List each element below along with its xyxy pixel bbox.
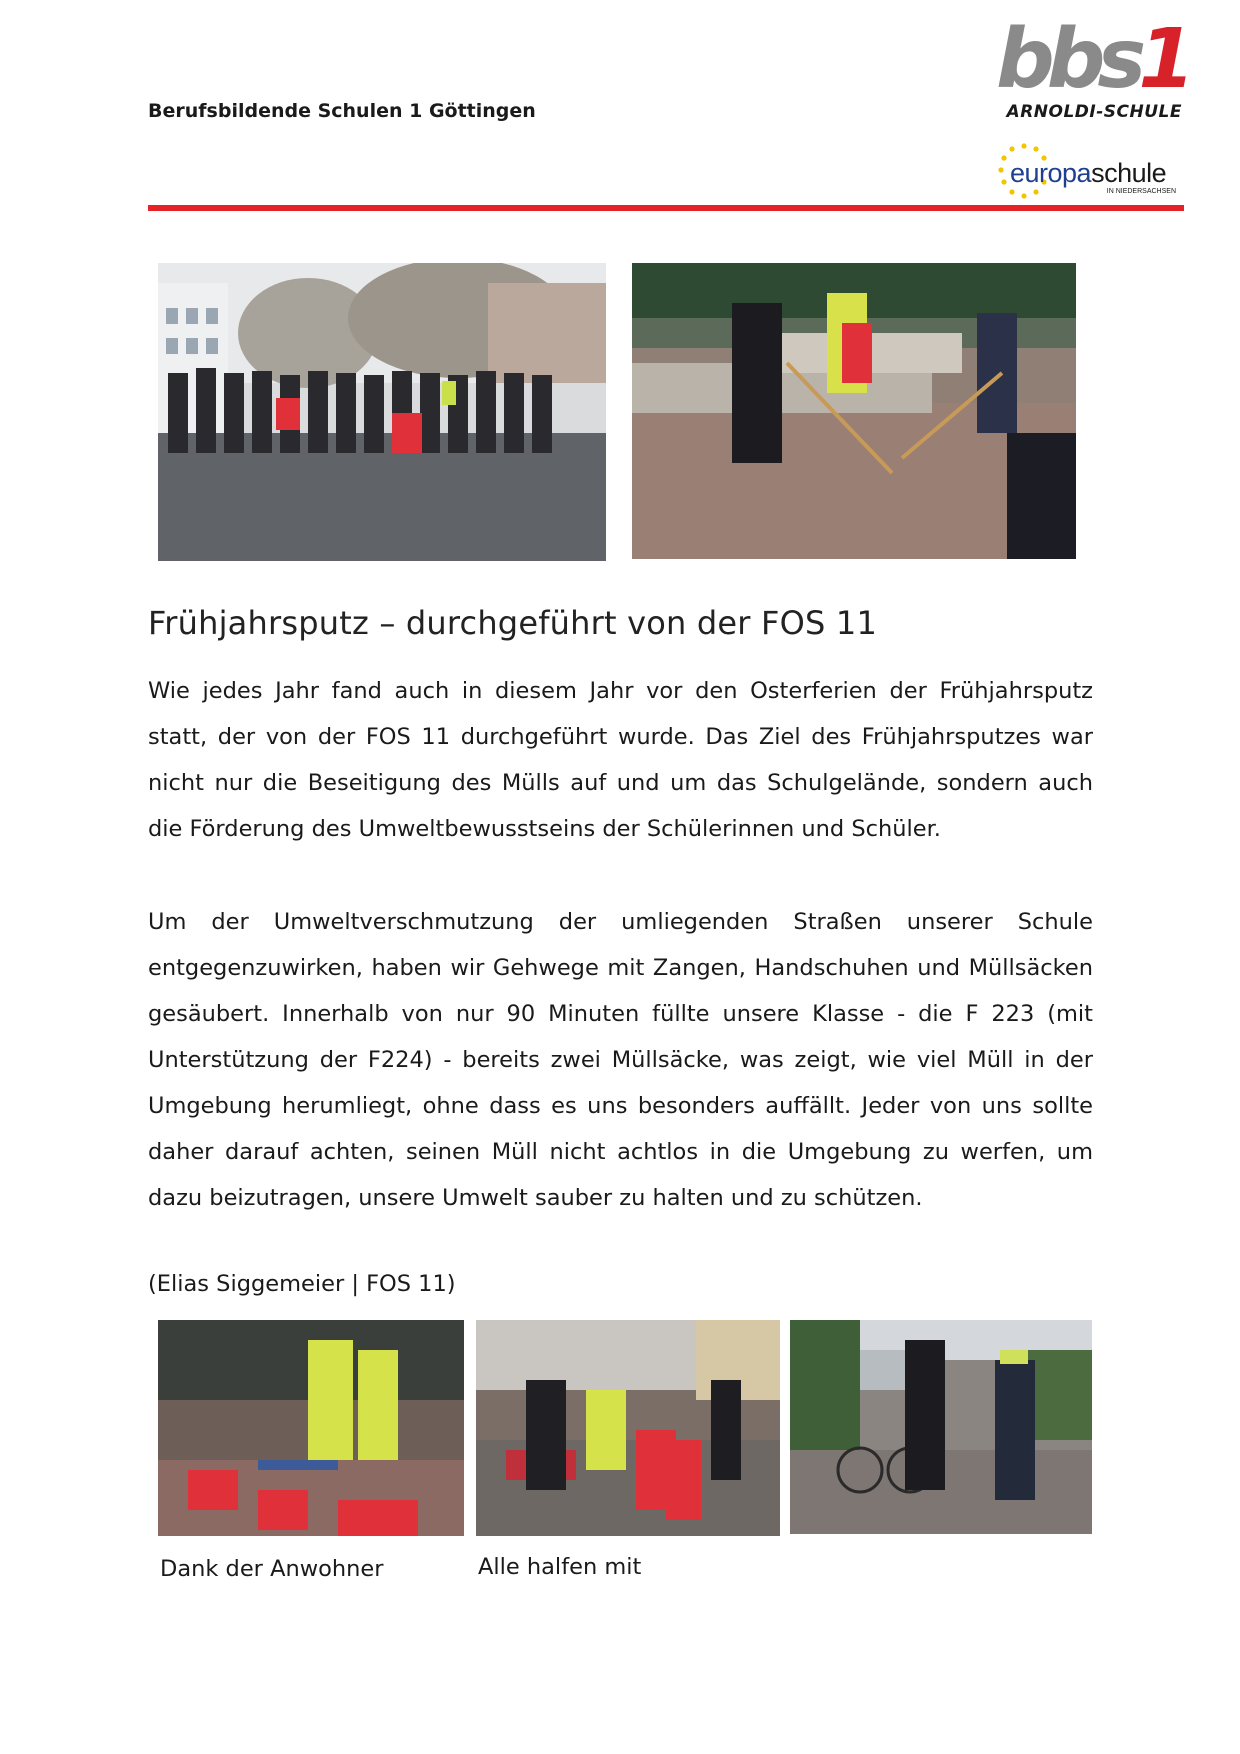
photo-residents <box>158 1320 464 1536</box>
school-name: Berufsbildende Schulen 1 Göttingen <box>148 100 536 122</box>
caption-photo-everyone-helped: Alle halfen mit <box>478 1554 642 1580</box>
article-paragraph-1: Wie jedes Jahr fand auch in diesem Jahr vor den Osterferien der Frühjahrsputz statt, der von der FOS 11 durchgeführt wurde. Das Ziel des Frühjahrsputzes war nicht nur die Beseitigung des Mülls auf und um das Schulgelände, sondern auch die Förderung des Umweltbewusstseins der Schülerinnen und Schüler. <box>148 678 1093 842</box>
europaschule-logo <box>994 140 1184 206</box>
photo-street <box>790 1320 1092 1534</box>
article-title: Frühjahrsputz – durchgeführt von der FOS 11 <box>148 604 878 643</box>
photo-group <box>158 263 606 561</box>
europaschule-wordmark <box>1010 158 1166 189</box>
logo-mark <box>996 12 1196 107</box>
caption-photo-residents: Dank der Anwohner <box>160 1556 384 1582</box>
photo-everyone-helped <box>476 1320 780 1536</box>
europa-text: europa <box>1010 158 1092 188</box>
header-divider <box>148 205 1184 211</box>
photo-sweeping <box>632 263 1076 559</box>
logo-subtitle: ARNOLDI-SCHULE <box>1006 102 1182 122</box>
logo-mark-number: 1 <box>1138 12 1196 107</box>
schule-text: schule <box>1091 158 1167 188</box>
article-author: (Elias Siggemeier | FOS 11) <box>148 1271 456 1297</box>
bbs1-logo <box>996 12 1196 125</box>
logo-mark-text: bbs <box>996 12 1139 107</box>
europaschule-region: IN NIEDERSACHSEN <box>1106 188 1176 195</box>
article-paragraph-2: Um der Umweltverschmutzung der umliegenden Straßen unserer Schule entgegenzuwirken, haben wir Gehwege mit Zangen, Handschuhen und Müllsäcken gesäubert. Innerhalb von nur 90 Minuten füllte unsere Klasse - die F 223 (mit Unterstützung der F224) - bereits zwei Müllsäcke, was zeigt, wie viel Müll in der Umgebung herumliegt, ohne dass es uns besonders auffällt. Jeder von uns sollte daher darauf achten, seinen Müll nicht achtlos in die Umgebung zu werfen, um dazu beizutragen, unsere Umwelt sauber zu halten und zu schützen. <box>148 909 1093 1211</box>
